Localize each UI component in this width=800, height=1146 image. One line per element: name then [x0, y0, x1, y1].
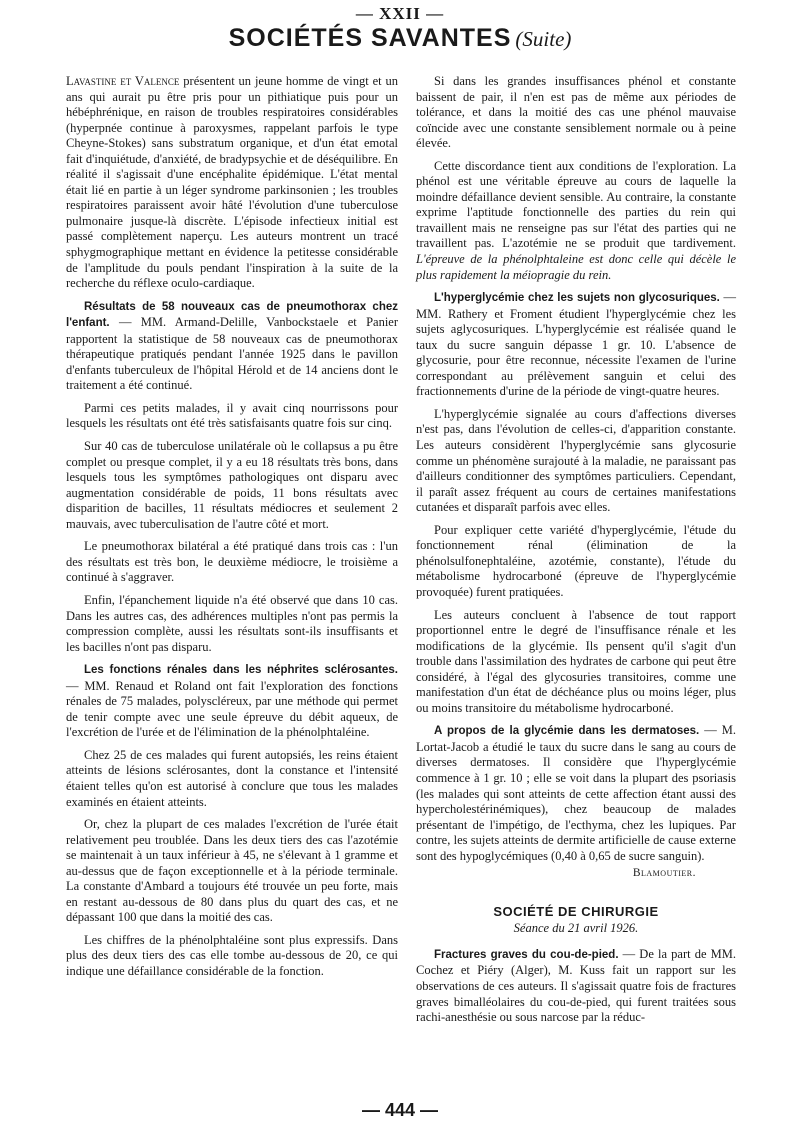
- paragraph: Parmi ces petits malades, il y avait cinq nourrissons pour lesquels les résultats ont été très satisfaisants quatre fois sur cinq.: [66, 400, 398, 431]
- paragraph-text: — M. Lortat-Jacob a étudié le taux du sucre dans le sang au cours de diverses dermatoses. Il considère que l'hyperglycémie commence à 1 gr. 10 ; elle se voit dans la plupart des psoriasis (les malades qui sont atteints de cette affection étant aussi des hypercholestérinémiques), chez beaucoup de malades présentant de l'impétigo, de l'ecthyma, chez les lupiques. Par contre, les sujets atteints de dermite artificielle de cause externe sont des hypoglycémiques (0,40 à 0,65 de sucre sanguin).: [416, 723, 736, 863]
- article-heading: L'hyperglycémie chez les sujets non glycosuriques.: [434, 292, 720, 305]
- article-heading: Fractures graves du cou-de-pied.: [434, 948, 619, 961]
- paragraph: [66, 299, 398, 394]
- session-date: Séance du 21 avril 1926.: [513, 921, 639, 936]
- authors: Lavastine et Valence: [66, 74, 180, 88]
- italic-conclusion: L'épreuve de la phénolphtaleine est donc celle qui décèle le plus rapidement la méiopragie du rein.: [416, 252, 736, 282]
- paragraph-text: — MM. Renaud et Roland ont fait l'exploration des fonctions rénales de 75 malades, polyscléreux, par une méthode qui permet de tenir compte avec une seule épreuve du débit aqueux, de l'excrétion de l'urée et de l'élimination de la phénolphtaléine.: [66, 678, 398, 740]
- paragraph: Chez 25 de ces malades qui furent autopsiés, les reins étaient atteints de lésions sclérosantes, dont la constance et l'intensité étaient telles qu'on est autorisé à conclure que tous les malades examinés en étaient atteints.: [66, 747, 398, 809]
- paragraph: Or, chez la plupart de ces malades l'excrétion de l'urée était relativement peu troublée. Dans les deux tiers des cas l'azotémie se maintenait à un taux inférieur à 45, ne s'élevant à 1 gramme et au-dessus que de façon exceptionnelle et à la période terminale. La constante d'Ambard a toujours été trouvée un peu forte, mais en restant au-dessous de 80 dans plus du quart des cas, et ne dépassant 100 que dans la moitié des cas.: [66, 817, 398, 925]
- paragraph: Enfin, l'épanchement liquide n'a été observé que dans 10 cas. Dans les autres cas, des adhérences multiples n'ont pas permis la compression complète, aussi les résultats sont-ils insuffisants et les bacilles n'ont pas disparu.: [66, 592, 398, 654]
- society-heading: SOCIÉTÉ DE CHIRURGIE: [493, 903, 659, 919]
- paragraph-text: présentent un jeune homme de vingt et un ans qui aurait pu être pris pour un pithiatique puis pour un hébéphrénique, en raison de troubles respiratoires considérables (hyperpnée continue à paroxysmes, rappelant parfois le type Cheyne-Stokes) sans substratum organique, et d'un état emotal fait d'inquiétude, d'anxiété, de bradypsychie et de déséquilibre. En réalité il s'agissait d'une encéphalite épidémique. L'état mental était lié en partie à un léger syndrome parkinsonien ; les troubles respiratoires paraissent avoir hâté l'évolution d'une tuberculose pulmonaire jusque-là discrète. L'épisode infectieux initial est passé complètement naperçu. Les auteurs montrent un tracé sphygmographique mettant en évidence la petitesse considérable de l'amplitude du pouls pendant l'inspiration à la suite de la recherche du réflexe oculo-cardiaque.: [66, 74, 398, 291]
- paragraph: Les auteurs concluent à l'absence de tout rapport proportionnel entre le degré de l'insuffisance rénale et les modifications de la glycémie. Ils pensent qu'il s'agit d'un trouble dans l'assimilation des hydrates de carbone qui peut être considéré, à l'égal des glycosuries transitoires, comme une manifestation d'un état de déchéance plus ou moins léger, plus ou moins transitoire du métabolisme hydrocarboné.: [416, 607, 736, 715]
- paragraph: Les chiffres de la phénolphtaléine sont plus expressifs. Dans plus des deux tiers des cas elle tombe au-dessous de 20, ce qui indique une défaillance considérable de la fonction.: [66, 932, 398, 978]
- paragraph: [416, 290, 736, 400]
- article-heading: Les fonctions rénales dans les néphrites sclérosantes.: [84, 664, 398, 677]
- page-number: — 444 —: [361, 1100, 439, 1120]
- paragraph: [416, 723, 736, 864]
- page-title: [0, 24, 800, 53]
- paragraph: Pour expliquer cette variété d'hyperglycémie, l'étude du fonctionnement rénal (élimination de la phénolsulfonephtaléine, azotémie, constante), l'étude du métabolisme hydrocarboné (épreuve de l'hyperglycémie provoquée) furent pratiquées.: [416, 522, 736, 599]
- paragraph: Le pneumothorax bilatéral a été pratiqué dans trois cas : l'un des résultats est très bon, le deuxième médiocre, le troisième a continué à s'aggraver.: [66, 539, 398, 585]
- paragraph: [416, 947, 736, 1026]
- paragraph-text: — MM. Rathery et Froment étudient l'hyperglycémie chez les sujets aglycosuriques. L'hyperglycémie est réalisée quand le taux du sucre sanguin dépasse 1 gr. 10. L'absence de glycosurie, pour être reconnue, nécessite l'examen de l'urine correspondant au prélèvement sanguin et celui des fractionnements d'urine de la période de vingt-quatre heures.: [416, 290, 736, 399]
- paragraph: L'hyperglycémie signalée au cours d'affections diverses n'est pas, dans l'évolution de celles-ci, d'apparition constante. Les auteurs considèrent l'hyperglycémie sans glycosurie comme un phénomène surajouté à la maladie, ne paraissant pas d'ailleurs conditionner des symptômes particuliers. Cependant, il paraît assez fréquent au cours de certaines manifestations cutanées et disparaît parfois avec elles.: [416, 406, 736, 515]
- paragraph-text: Cette discordance tient aux conditions de l'exploration. La phénol est une véritable épreuve au cours de laquelle la moindre défaillance devient sensible. Au contraire, la constante exprime l'aptitude fonctionnelle des parties du rein qui travaillent mais ne renseigne pas sur l'état des parties qui ne travaillent pas. L'azotémie ne se produit que tardivement.: [416, 158, 736, 251]
- article-heading: Résultats de 58 nouveaux cas de pneumothorax chez l'enfant.: [66, 300, 398, 330]
- article-heading: A propos de la glycémie dans les dermatoses.: [434, 725, 700, 738]
- paragraph: Si dans les grandes insuffisances phénol et constante baissent de pair, il n'en est pas de même aux périodes de tolérance, et dans la moitié des cas une phénol mauvaise coïncide avec une constante sensiblement normale ou à peine élevée.: [416, 74, 736, 151]
- title-suffix: (Suite): [515, 27, 572, 51]
- paragraph: [66, 662, 398, 741]
- roman-page-number: — XXII —: [355, 4, 445, 23]
- signature: Blamoutier.: [632, 867, 696, 880]
- paragraph: [416, 159, 736, 283]
- paragraph: [66, 74, 398, 292]
- paragraph-text: — De la part de MM. Cochez et Piéry (Alger), M. Kuss fait un rapport sur les observations de ces auteurs. Il s'agissait quatre fois de fractures graves bimalléolaires du cou-de-pied, qui furent traitées sous rachi-anesthésie ou sous narcose par la réduc-: [416, 946, 736, 1025]
- left-column: [66, 74, 398, 980]
- section-title: SOCIÉTÉS SAVANTES: [228, 24, 512, 52]
- right-column: [416, 74, 736, 1026]
- paragraph-text: — MM. Armand-Delille, Vanbockstaele et Panier rapportent la statistique de 58 nouveaux cas de pneumothorax thérapeutique pratiqués pendant l'année 1925 dans le pavillon d'enfants tuberculeux de l'hôpital Hérold et de 14 anciens dont le traitement a été continué.: [66, 315, 398, 393]
- paragraph: Sur 40 cas de tuberculose unilatérale où le collapsus a pu être complet ou presque complet, il y a eu 18 résultats très bons, dans lesquels tous les symptômes pathologiques ont disparu avec augmentation considérable de poids, 11 bons résultats avec disparition de bacilles, 11 résultats médiocres et seulement 2 mauvais, avec tuberculisation de l'autre côté et mort.: [66, 439, 398, 531]
